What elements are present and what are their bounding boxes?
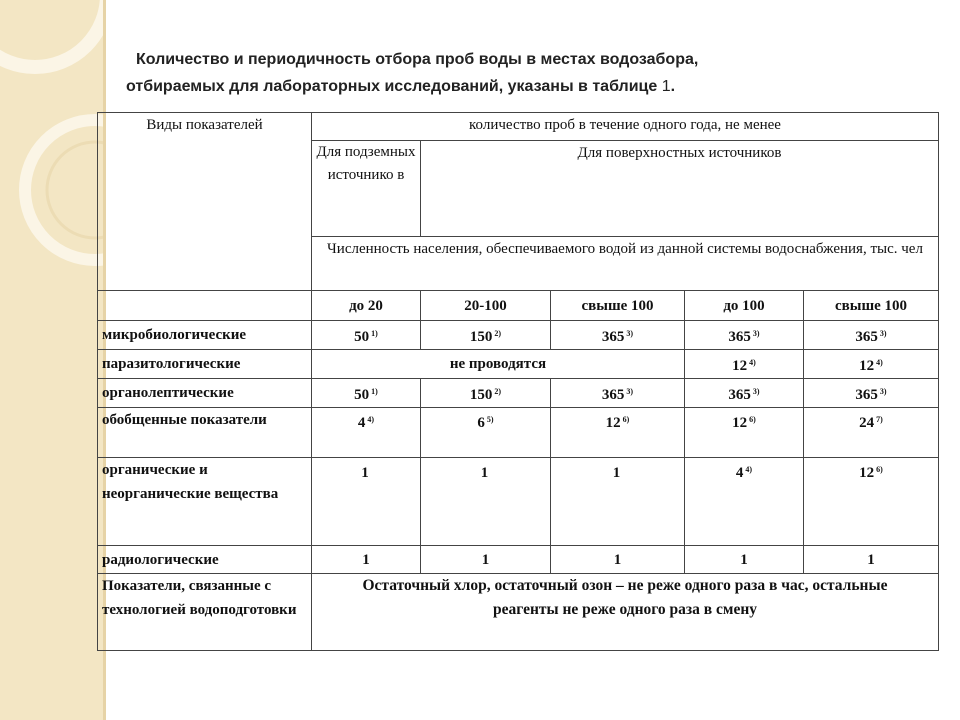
row-label: Показатели, связанные с технологией водоподготовки <box>98 574 312 651</box>
value-cell: 4 $^{4)}$ <box>685 458 804 546</box>
merged-cell: Остаточный хлор, остаточный озон – не реже одного раза в час, остальные реагенты не реже одного раза в смену <box>312 574 939 651</box>
value-cell: 1 <box>804 546 939 574</box>
value-cell: 150 $^{2)}$ <box>421 379 551 408</box>
table-row <box>98 458 939 546</box>
value-cell: 50 $^{1)}$ <box>312 321 421 350</box>
value-cell: 1 <box>685 546 804 574</box>
row-label: обобщенные показатели <box>98 408 312 458</box>
range-cell: до 100 <box>685 291 804 321</box>
row-label: органолептические <box>98 379 312 408</box>
row-label: паразитологические <box>98 350 312 379</box>
value-cell: 1 <box>312 546 421 574</box>
value-cell: 12 $^{4)}$ <box>685 350 804 379</box>
table-row <box>98 546 939 574</box>
value-cell: 4 $^{4)}$ <box>312 408 421 458</box>
range-cell: 20-100 <box>421 291 551 321</box>
value-cell: 365 $^{3)}$ <box>685 379 804 408</box>
row-label: органические и неорганические вещества <box>98 458 312 546</box>
value-cell: 12 $^{4)}$ <box>804 350 939 379</box>
value-cell: 1 <box>312 458 421 546</box>
value-cell: 365 $^{3)}$ <box>551 379 685 408</box>
table-row <box>98 350 939 379</box>
value-cell: 365 $^{3)}$ <box>551 321 685 350</box>
header-surface: Для поверхностных источников <box>421 141 939 237</box>
title-line-1: Количество и периодичность отбора проб воды в местах водозабора, <box>136 51 699 68</box>
header-underground: Для подземных источнико в <box>312 141 421 237</box>
header-empty <box>98 291 312 321</box>
value-cell: 150 $^{2)}$ <box>421 321 551 350</box>
title-line-2: отбираемых для лабораторных исследований, указаны в таблице 1. <box>126 78 676 95</box>
value-cell: 6 $^{5)}$ <box>421 408 551 458</box>
table-row <box>98 408 939 458</box>
value-cell: 12 $^{6)}$ <box>551 408 685 458</box>
merged-cell: не проводятся <box>312 350 685 379</box>
value-cell: 365 $^{3)}$ <box>804 321 939 350</box>
value-cell: 12 $^{6)}$ <box>804 458 939 546</box>
value-cell: 24 $^{7)}$ <box>804 408 939 458</box>
decorative-side-panel <box>0 0 106 720</box>
header-samples: количество проб в течение одного года, не менее <box>312 113 939 141</box>
decorative-rings <box>0 0 106 720</box>
table-row <box>98 574 939 651</box>
row-label: радиологические <box>98 546 312 574</box>
header-indicators: Виды показателей <box>98 113 312 291</box>
value-cell: 1 <box>551 458 685 546</box>
range-cell: до 20 <box>312 291 421 321</box>
row-label: микробиологические <box>98 321 312 350</box>
sampling-table <box>97 112 939 651</box>
value-cell: 365 $^{3)}$ <box>685 321 804 350</box>
table-row <box>98 321 939 350</box>
value-cell: 1 <box>421 458 551 546</box>
table-row <box>98 379 939 408</box>
range-cell: свыше 100 <box>551 291 685 321</box>
value-cell: 12 $^{6)}$ <box>685 408 804 458</box>
value-cell: 1 <box>421 546 551 574</box>
value-cell: 1 <box>551 546 685 574</box>
range-cell: свыше 100 <box>804 291 939 321</box>
value-cell: 50 $^{1)}$ <box>312 379 421 408</box>
value-cell: 365 $^{3)}$ <box>804 379 939 408</box>
header-population: Численность населения, обеспечиваемого водой из данной системы водоснабжения, тыс. чел <box>312 237 939 291</box>
slide-title <box>126 46 906 100</box>
